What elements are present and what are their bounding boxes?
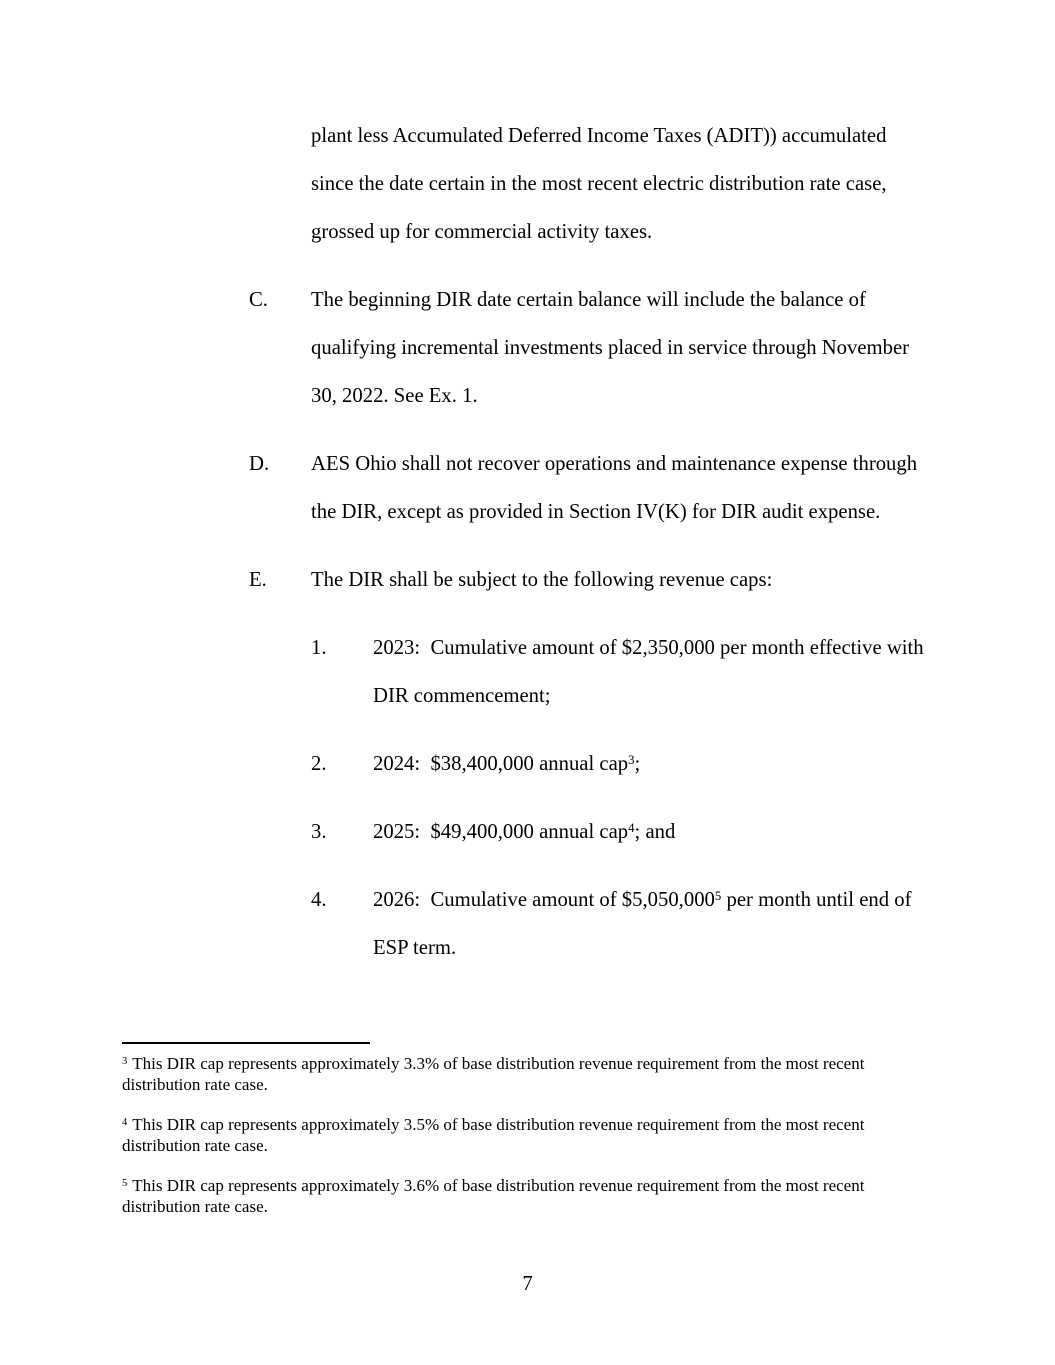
footnote-area [122,1042,931,1236]
lettered-item-c [249,276,931,420]
lettered-item-d-label: D. [249,453,270,475]
paragraph-continuation [311,112,931,256]
numbered-item-3-text-pre: 2025: $49,400,000 annual cap [373,821,629,843]
numbered-item-4-text [373,876,931,972]
footnote-5 [122,1175,931,1217]
numbered-item-3-text-post: ; and [634,821,676,843]
paragraph-continuation-text: plant less Accumulated Deferred Income Taxes (ADIT)) accumulated since the date certain in the most recent electric distribution rate case, grossed up for commercial activity taxes. [311,125,892,243]
footnote-separator [122,1042,370,1044]
lettered-item-d-text: AES Ohio shall not recover operations and maintenance expense through the DIR, except as provided in Section IV(K) for DIR audit expense. [311,453,923,523]
numbered-item-3 [311,808,931,856]
footnote-4-text: This DIR cap represents approximately 3.5% of base distribution revenue requirement from the most recent distribution rate case. [122,1115,869,1155]
footnote-4-marker: 4 [122,1116,128,1128]
footnote-3-marker: 3 [122,1055,128,1067]
footnote-ref-5: 5 [714,888,722,903]
footnote-3 [122,1053,931,1095]
numbered-item-1 [311,624,931,720]
lettered-item-d [249,440,931,536]
numbered-item-4 [311,876,931,972]
numbered-item-3-text [373,808,931,856]
numbered-item-3-label: 3. [311,821,327,843]
footnote-ref-4: 4 [628,820,635,835]
numbered-item-1-text [373,624,931,720]
numbered-item-2-text-post: ; [634,753,641,775]
numbered-item-4-label: 4. [311,889,327,911]
numbered-item-2-text [373,740,931,788]
numbered-item-2 [311,740,931,788]
footnote-5-marker: 5 [122,1177,128,1189]
numbered-item-4-text-post: per month until end of ESP term. [373,889,917,959]
footnote-ref-3: 3 [628,752,635,767]
lettered-item-e-text: The DIR shall be subject to the following revenue caps: [311,569,773,591]
lettered-item-e-label: E. [249,569,267,591]
numbered-item-2-text-pre: 2024: $38,400,000 annual cap [373,753,629,775]
numbered-item-4-text-pre: 2026: Cumulative amount of $5,050,000 [373,889,715,911]
lettered-item-c-label: C. [249,289,268,311]
numbered-item-1-text-pre: 2023: Cumulative amount of $2,350,000 per month effective with DIR commencement; [373,637,929,707]
lettered-item-e [249,556,931,604]
lettered-item-c-text: The beginning DIR date certain balance will include the balance of qualifying incremental investments placed in service through November 30, 2022. See Ex. 1. [311,289,915,407]
footnote-3-text: This DIR cap represents approximately 3.3% of base distribution revenue requirement from the most recent distribution rate case. [122,1054,869,1094]
footnote-5-text: This DIR cap represents approximately 3.6% of base distribution revenue requirement from the most recent distribution rate case. [122,1176,869,1216]
numbered-item-1-label: 1. [311,637,327,659]
numbered-item-2-label: 2. [311,753,327,775]
page-number: 7 [522,1273,533,1295]
footnote-4 [122,1114,931,1156]
